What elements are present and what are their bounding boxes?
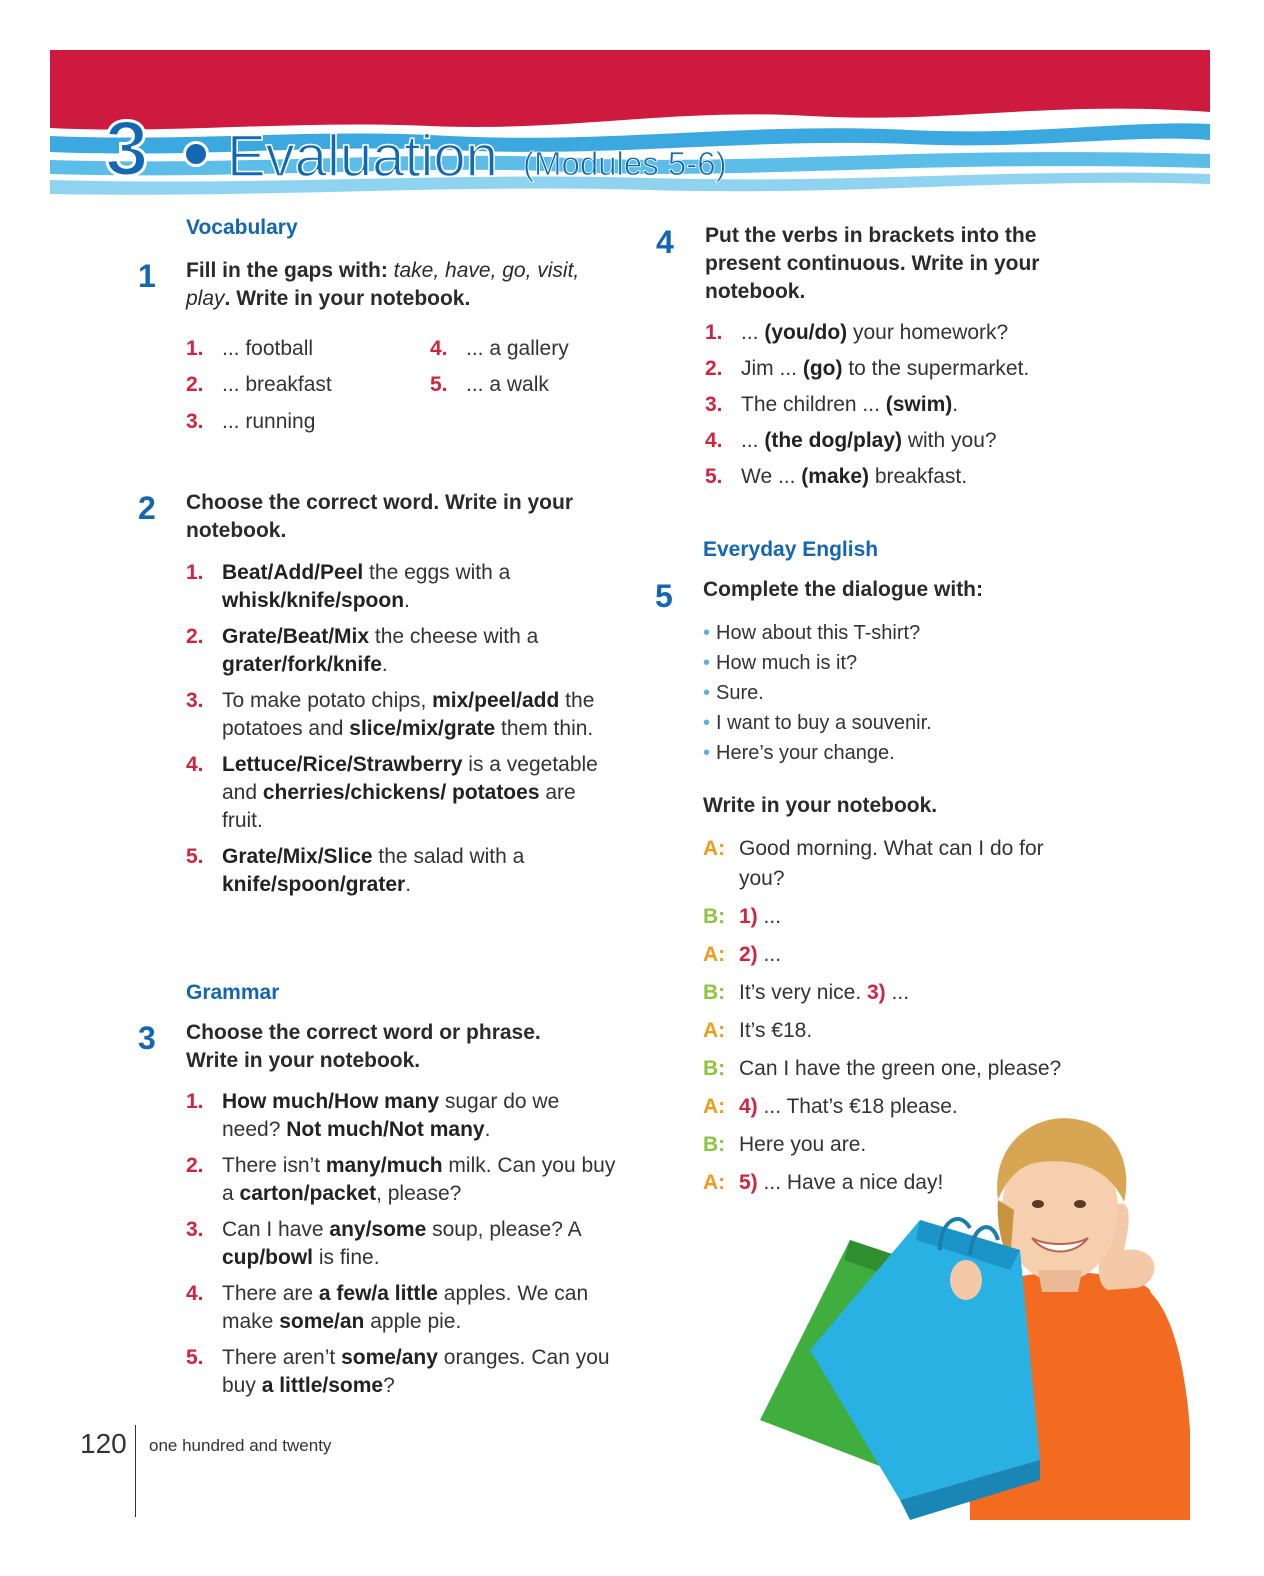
exercise-2-list xyxy=(186,559,616,899)
choice-group: Grate/Mix/Slice xyxy=(222,845,373,868)
exercise-number-3: 3 xyxy=(138,1020,156,1056)
item-number: 2. xyxy=(705,357,723,380)
choice-group: cherries/chickens/ potatoes xyxy=(262,781,540,804)
list-item xyxy=(186,623,616,679)
choice-group: mix/peel/add xyxy=(432,689,560,712)
instr-text: Fill in the gaps with: xyxy=(186,259,394,282)
item-text: . xyxy=(484,1118,491,1141)
item-number: 4. xyxy=(705,429,723,452)
option-text: Sure. xyxy=(716,682,764,704)
exercise-3-list xyxy=(186,1088,616,1400)
speaker-label: A: xyxy=(703,1095,726,1118)
option-text: Here’s your change. xyxy=(716,742,895,764)
item-text: ... xyxy=(741,429,765,452)
item-number: 4. xyxy=(186,1282,204,1305)
choice-group: a little/some xyxy=(261,1374,384,1397)
page-number-words: one hundred and twenty xyxy=(149,1436,332,1455)
line-text: Here you are. xyxy=(739,1133,867,1156)
list-item xyxy=(705,355,1125,391)
everyday-english-section xyxy=(703,538,878,562)
dialogue-line xyxy=(703,834,1093,894)
dialogue-line xyxy=(703,1016,1093,1046)
page-number: 120 xyxy=(80,1428,127,1459)
item-text: them thin. xyxy=(495,717,594,740)
list-item xyxy=(186,1152,616,1208)
gap-number: 4) xyxy=(739,1095,758,1118)
section-heading-grammar: Grammar xyxy=(186,981,280,1004)
list-item xyxy=(705,319,1125,355)
line-text: Can I have the green one, please? xyxy=(739,1057,1062,1080)
section-heading-everyday-english: Everyday English xyxy=(703,538,879,561)
item-number: 1. xyxy=(186,1090,204,1113)
item-text: There isn’t xyxy=(222,1154,326,1177)
item-text: Jim ... xyxy=(741,357,803,380)
bullet-icon: • xyxy=(703,652,711,674)
gap-number: 2) xyxy=(739,943,758,966)
exercise-number-4: 4 xyxy=(656,224,674,260)
choice-group: a few/a little xyxy=(318,1282,438,1305)
list-item xyxy=(186,1088,616,1144)
item-text: is fine. xyxy=(313,1246,380,1269)
item-text: ... xyxy=(741,321,765,344)
exercise-4-instruction: Put the verbs in brackets into the present continuous. Write in your notebook. xyxy=(705,224,1040,303)
verb-prompt: (you/do) xyxy=(764,321,848,344)
item-number: 4. xyxy=(186,753,204,776)
instr-word-list: take, have, go, visit, play xyxy=(186,259,580,310)
exercise-3-instruction: Choose the correct word or phrase. Write in your notebook. xyxy=(186,1021,541,1072)
verb-prompt: (go) xyxy=(802,357,843,380)
item-text: ... running xyxy=(222,410,316,433)
item-number: 4. xyxy=(430,337,448,360)
list-item xyxy=(705,427,1125,463)
item-number: 2. xyxy=(186,625,204,648)
title-bullet-icon xyxy=(183,141,209,167)
boy-with-shopping-bags-illustration xyxy=(740,1100,1200,1520)
list-item xyxy=(186,687,616,743)
item-text: the cheese with a xyxy=(369,625,539,648)
item-text: sugar do we need? xyxy=(222,1090,560,1141)
item-text: to the supermarket. xyxy=(842,357,1030,380)
line-text: It’s very nice. xyxy=(739,981,867,1004)
speaker-label: B: xyxy=(703,1133,726,1156)
item-text: We ... xyxy=(741,465,802,488)
choice-group: Grate/Beat/Mix xyxy=(222,625,370,648)
dialogue-line xyxy=(703,978,1093,1008)
instr-text: . Write in your notebook. xyxy=(224,287,471,310)
exercise-2-instruction: Choose the correct word. Write in your notebook. xyxy=(186,491,574,542)
choice-group: Not much/Not many xyxy=(286,1118,485,1141)
item-text: breakfast. xyxy=(869,465,968,488)
item-number: 3. xyxy=(186,689,204,712)
item-number: 2. xyxy=(186,1154,204,1177)
list-item xyxy=(703,738,1083,768)
option-text: I want to buy a souvenir. xyxy=(716,712,932,734)
write-note: Write in your notebook. xyxy=(703,794,938,817)
list-item xyxy=(186,1216,616,1272)
speaker-label: A: xyxy=(703,1019,726,1042)
choice-group: Lettuce/Rice/Strawberry xyxy=(222,753,463,776)
line-text: Good morning. What can I do for you? xyxy=(739,837,1044,890)
item-number: 1. xyxy=(186,337,204,360)
speaker-label: B: xyxy=(703,905,726,928)
speaker-label: A: xyxy=(703,837,726,860)
choice-group: many/much xyxy=(325,1154,443,1177)
section-heading-vocabulary: Vocabulary xyxy=(186,216,298,239)
choice-group: any/some xyxy=(329,1218,427,1241)
dialogue-line xyxy=(703,940,1093,970)
list-item xyxy=(430,335,630,371)
vocabulary-section xyxy=(186,216,616,240)
item-text: ... a gallery xyxy=(466,337,569,360)
item-text: ... breakfast xyxy=(222,373,332,396)
item-text: ... football xyxy=(222,337,314,360)
exercise-1-instruction xyxy=(186,257,606,313)
item-text: oranges. Can you buy xyxy=(222,1346,610,1397)
line-text: ... Have a nice day! xyxy=(757,1171,944,1194)
list-item xyxy=(186,1280,616,1336)
bullet-icon: • xyxy=(703,712,711,734)
item-text: There are xyxy=(222,1282,319,1305)
verb-prompt: (make) xyxy=(801,465,869,488)
item-text: ... a walk xyxy=(466,373,549,396)
gap-number: 5) xyxy=(739,1171,758,1194)
title-text: Evaluation xyxy=(227,124,498,189)
item-number: 3. xyxy=(186,1218,204,1241)
line-text: ... xyxy=(757,943,782,966)
line-text: ... xyxy=(885,981,910,1004)
verb-prompt: (the dog/play) xyxy=(764,429,903,452)
item-text: The children ... xyxy=(741,393,886,416)
item-text: There aren’t xyxy=(222,1346,342,1369)
choice-group: grater/fork/knife xyxy=(222,653,382,676)
item-text: the salad with a xyxy=(372,845,525,868)
item-number: 5. xyxy=(430,373,448,396)
list-item xyxy=(186,1344,616,1400)
list-item xyxy=(186,559,616,615)
item-text: the eggs with a xyxy=(363,561,511,584)
gap-number: 3) xyxy=(867,981,886,1004)
list-item xyxy=(430,371,630,399)
item-text: is a vegetable and xyxy=(222,753,598,804)
list-item xyxy=(705,463,1125,491)
list-item xyxy=(186,408,426,436)
speaker-label: B: xyxy=(703,1057,726,1080)
item-number: 5. xyxy=(705,465,723,488)
speaker-label: B: xyxy=(703,981,726,1004)
bullet-icon: • xyxy=(703,622,711,644)
option-text: How much is it? xyxy=(716,652,858,674)
item-text: , please? xyxy=(376,1182,462,1205)
exercise-number-1: 1 xyxy=(138,258,156,294)
list-item xyxy=(703,708,1083,738)
list-item xyxy=(186,371,426,408)
choice-group: slice/mix/grate xyxy=(349,717,496,740)
line-text: ... That’s €18 please. xyxy=(757,1095,958,1118)
line-text: It’s €18. xyxy=(739,1019,813,1042)
title-subtitle: (Modules 5-6) xyxy=(523,145,727,182)
grammar-section xyxy=(186,981,279,1005)
item-text: . xyxy=(404,589,410,612)
item-text: . xyxy=(405,873,412,896)
choice-group: knife/spoon/grater xyxy=(222,873,406,896)
item-number: 3. xyxy=(705,393,723,416)
exercise-4-list xyxy=(705,319,1125,491)
item-text: your homework? xyxy=(847,321,1009,344)
dialogue-line xyxy=(703,1054,1093,1084)
choice-group: some/any xyxy=(341,1346,438,1369)
item-text: with you? xyxy=(902,429,997,452)
item-text: ? xyxy=(383,1374,395,1397)
choice-group: Beat/Add/Peel xyxy=(222,561,364,584)
choice-group: whisk/knife/spoon xyxy=(222,589,405,612)
dialogue-line xyxy=(703,902,1093,932)
item-text: Can I have xyxy=(222,1218,330,1241)
item-text: soup, please? A xyxy=(426,1218,581,1241)
item-text: . xyxy=(952,393,959,416)
list-item xyxy=(703,618,1083,648)
choice-group: cup/bowl xyxy=(222,1246,313,1269)
item-text: the potatoes and xyxy=(222,689,595,740)
item-text: . xyxy=(381,653,388,676)
list-item xyxy=(703,678,1083,708)
module-number: 3 xyxy=(105,104,149,192)
list-item xyxy=(186,751,616,835)
item-text: apples. We can make xyxy=(222,1282,589,1333)
gap-number: 1) xyxy=(739,905,758,928)
item-number: 3. xyxy=(186,410,204,433)
item-text: To make potato chips, xyxy=(222,689,433,712)
item-text: milk. Can you buy a xyxy=(222,1154,616,1205)
exercise-5-instruction: Complete the dialogue with: xyxy=(703,578,984,601)
exercise-1-list-right xyxy=(430,335,630,399)
line-text: ... xyxy=(757,905,782,928)
bullet-icon: • xyxy=(703,682,711,704)
item-text: apple pie. xyxy=(364,1310,462,1333)
item-number: 5. xyxy=(186,845,204,868)
speaker-label: A: xyxy=(703,943,726,966)
choice-group: How much/How many xyxy=(222,1090,440,1113)
exercise-1-list-left xyxy=(186,335,426,436)
list-item xyxy=(703,648,1083,678)
list-item xyxy=(186,843,616,899)
exercise-5-options xyxy=(703,618,1083,768)
item-number: 1. xyxy=(186,561,204,584)
speaker-label: A: xyxy=(703,1171,726,1194)
exercise-number-2: 2 xyxy=(138,490,156,526)
bullet-icon: • xyxy=(703,742,711,764)
item-number: 5. xyxy=(186,1346,204,1369)
item-text: are fruit. xyxy=(222,781,576,832)
item-number: 2. xyxy=(186,373,204,396)
verb-prompt: (swim) xyxy=(885,393,953,416)
list-item xyxy=(705,391,1125,427)
option-text: How about this T-shirt? xyxy=(716,622,921,644)
choice-group: some/an xyxy=(279,1310,365,1333)
choice-group: carton/packet xyxy=(239,1182,377,1205)
exercise-number-5: 5 xyxy=(655,578,673,614)
item-number: 1. xyxy=(705,321,723,344)
list-item xyxy=(186,335,426,371)
footer-divider xyxy=(135,1425,136,1517)
